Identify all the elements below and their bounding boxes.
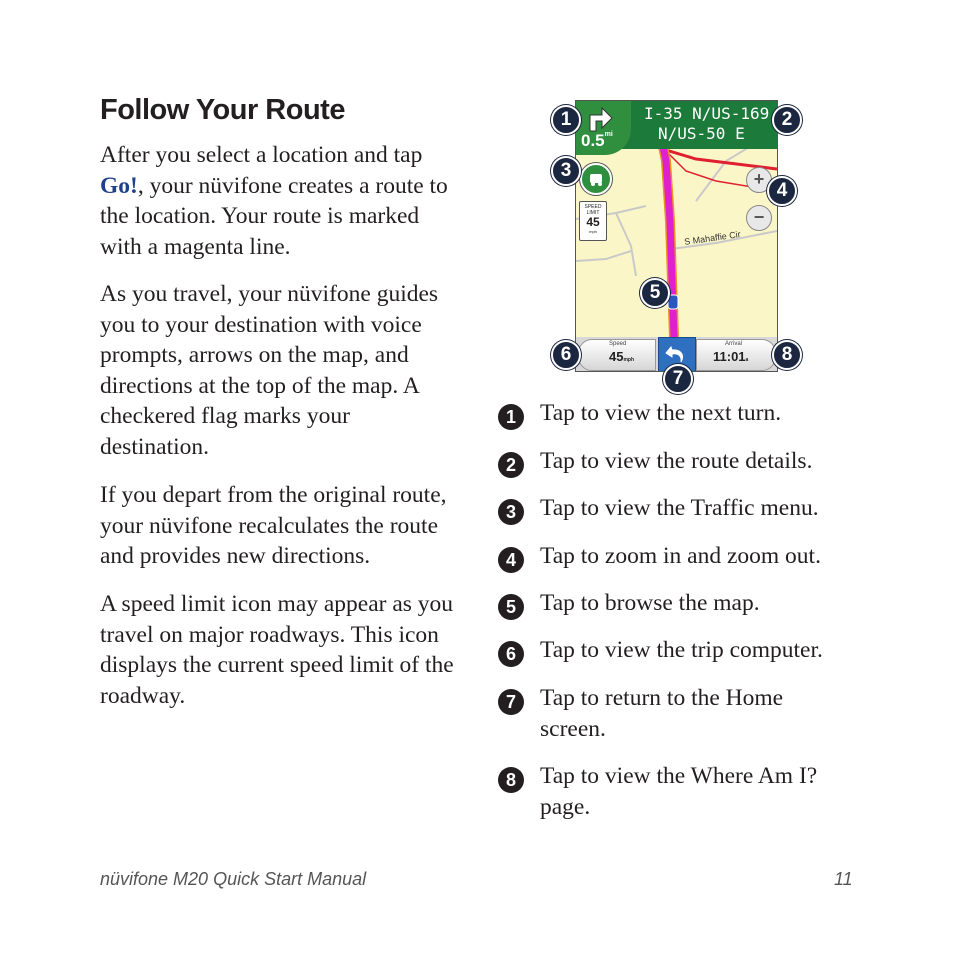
callout-1: 1 [551, 105, 581, 135]
map-screen [575, 100, 778, 372]
footer-manual-title: nüvifone M20 Quick Start Manual [100, 869, 367, 889]
go-button-reference: Go! [100, 172, 138, 199]
street-name-line2[interactable]: N/US-50 E [658, 124, 745, 143]
turn-right-arrow-icon [584, 103, 616, 133]
callout-3: 3 [551, 156, 581, 186]
callout-5: 5 [640, 278, 670, 308]
section-heading: Follow Your Route [100, 94, 345, 126]
legend-number: 8 [498, 767, 524, 793]
traffic-icon[interactable] [580, 163, 612, 195]
legend-text: Tap to browse the map. [540, 590, 760, 616]
callout-6: 6 [551, 340, 581, 370]
road-label: S Mahaffie Cir [683, 229, 742, 247]
legend-text: Tap to view the next turn. [540, 400, 782, 426]
footer-page-number: 11 [834, 869, 853, 889]
p1-text-before: After you select a location and tap [100, 142, 423, 168]
legend-text: Tap to view the Traffic menu. [540, 495, 819, 521]
legend-number: 5 [498, 594, 524, 620]
turn-distance: $0.5^{mi}$ [581, 131, 613, 150]
legend-number: 3 [498, 499, 524, 525]
speed-dashboard-button[interactable] [578, 339, 656, 371]
arrival-dashboard-button[interactable] [696, 339, 776, 371]
callout-4: 4 [767, 176, 797, 206]
legend-number: 4 [498, 547, 524, 573]
paragraph-speed-limit: A speed limit icon may appear as you travel on major roadways. This icon displays the current speed limit of the roadway. [100, 591, 454, 709]
legend-text: Tap to view the trip computer. [540, 637, 823, 663]
speed-label: Speed [609, 341, 627, 347]
paragraph-guidance: As you travel, your nüvifone guides you to your destination with voice prompts, arrows on the map, and directions at the top of the map. A checkered flag marks your destination. [100, 281, 439, 460]
speed-limit-value: 45 [586, 215, 600, 229]
zoom-out-button[interactable]: − [746, 205, 772, 231]
legend-number: 1 [498, 404, 524, 430]
arrival-label: Arrival [725, 341, 743, 347]
legend-text: Tap to zoom in and zoom out. [540, 543, 821, 569]
zoom-in-button[interactable]: + [746, 167, 772, 193]
callout-2: 2 [772, 105, 802, 135]
speed-limit-unit: mph [589, 229, 597, 234]
paragraph-recalculate: If you depart from the original route, your nüvifone recalculates the route and provides new directions. [100, 482, 447, 569]
p1-text-after: , your nüvifone creates a route to the location. Your route is marked with a magenta line. [100, 172, 448, 260]
paragraph-route-created [100, 140, 460, 262]
street-name-line1[interactable]: I-35 N/US-169 [644, 104, 770, 123]
speed-limit-label: SPEED LIMIT [584, 204, 602, 216]
legend-text: Tap to return to the Home screen. [540, 685, 784, 742]
arrival-value: 11:01a [713, 349, 749, 364]
callout-7: 7 [663, 364, 693, 394]
legend-number: 6 [498, 641, 524, 667]
legend-number: 2 [498, 452, 524, 478]
legend-number: 7 [498, 689, 524, 715]
traffic-car-icon [582, 165, 610, 193]
speed-limit-sign [579, 201, 607, 241]
legend-text: Tap to view the route details. [540, 448, 813, 474]
speed-value: 45mph [609, 349, 635, 364]
legend-text: Tap to view the Where Am I? page. [540, 763, 818, 820]
callout-8: 8 [772, 340, 802, 370]
next-turn-box[interactable] [576, 101, 631, 155]
